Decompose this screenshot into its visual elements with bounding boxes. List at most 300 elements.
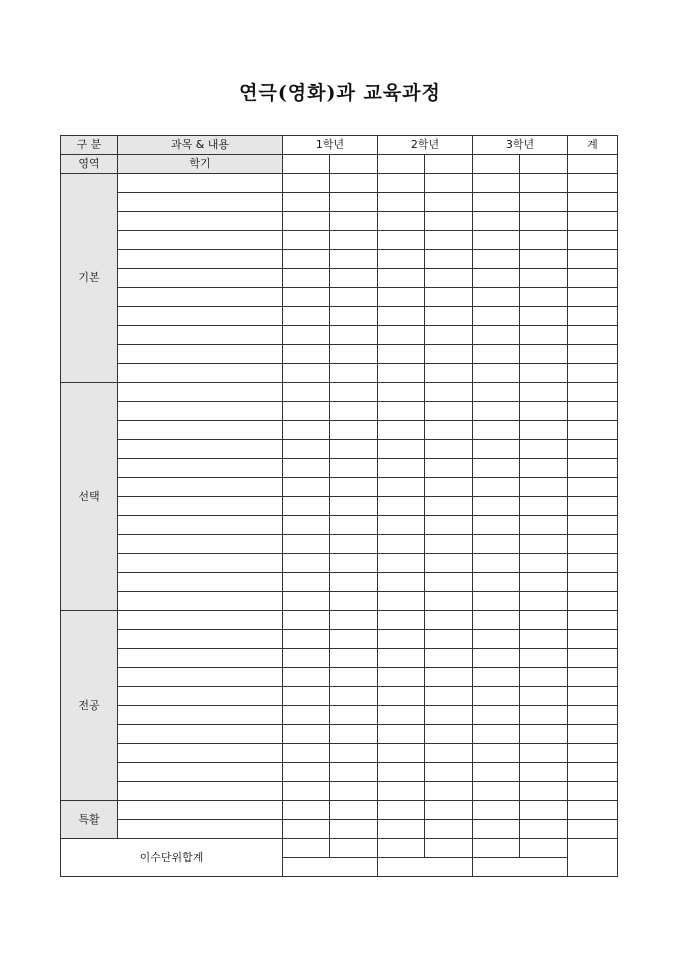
cell[interactable] (473, 440, 520, 459)
cell[interactable] (283, 630, 330, 649)
cell[interactable] (473, 687, 520, 706)
subject-cell[interactable] (118, 174, 283, 193)
subject-cell[interactable] (118, 725, 283, 744)
cell[interactable] (425, 288, 473, 307)
cell[interactable] (568, 782, 618, 801)
year-total-cell[interactable] (283, 858, 378, 877)
cell[interactable] (425, 573, 473, 592)
cell[interactable] (283, 155, 330, 174)
cell[interactable] (283, 250, 330, 269)
subject-cell[interactable] (118, 440, 283, 459)
cell[interactable] (473, 820, 520, 839)
cell[interactable] (473, 212, 520, 231)
cell[interactable] (283, 440, 330, 459)
cell[interactable] (425, 687, 473, 706)
cell[interactable] (425, 630, 473, 649)
cell[interactable] (425, 383, 473, 402)
cell[interactable] (473, 763, 520, 782)
cell[interactable] (378, 288, 425, 307)
cell[interactable] (568, 668, 618, 687)
cell[interactable] (520, 478, 568, 497)
cell[interactable] (283, 345, 330, 364)
subject-cell[interactable] (118, 193, 283, 212)
cell[interactable] (473, 839, 520, 858)
cell[interactable] (283, 307, 330, 326)
cell[interactable] (520, 535, 568, 554)
cell[interactable] (378, 231, 425, 250)
cell[interactable] (425, 801, 473, 820)
cell[interactable] (283, 801, 330, 820)
subject-cell[interactable] (118, 516, 283, 535)
cell[interactable] (378, 269, 425, 288)
subject-cell[interactable] (118, 326, 283, 345)
cell[interactable] (378, 364, 425, 383)
cell[interactable] (425, 516, 473, 535)
cell[interactable] (520, 250, 568, 269)
subject-cell[interactable] (118, 687, 283, 706)
cell[interactable] (283, 668, 330, 687)
cell[interactable] (378, 193, 425, 212)
cell[interactable] (425, 250, 473, 269)
cell[interactable] (330, 782, 378, 801)
cell[interactable] (568, 364, 618, 383)
cell[interactable] (568, 478, 618, 497)
cell[interactable] (425, 649, 473, 668)
cell[interactable] (283, 212, 330, 231)
cell[interactable] (520, 554, 568, 573)
cell[interactable] (330, 307, 378, 326)
cell[interactable] (568, 516, 618, 535)
cell[interactable] (568, 649, 618, 668)
cell[interactable] (568, 573, 618, 592)
cell[interactable] (568, 459, 618, 478)
table-row (61, 554, 618, 573)
cell[interactable] (473, 744, 520, 763)
cell[interactable] (425, 535, 473, 554)
cell[interactable] (473, 250, 520, 269)
cell[interactable] (473, 364, 520, 383)
cell[interactable] (520, 231, 568, 250)
cell[interactable] (520, 801, 568, 820)
subject-cell[interactable] (118, 288, 283, 307)
subject-cell[interactable] (118, 782, 283, 801)
cell[interactable] (425, 231, 473, 250)
subject-cell[interactable] (118, 592, 283, 611)
cell[interactable] (378, 820, 425, 839)
cell[interactable] (568, 250, 618, 269)
cell[interactable] (425, 668, 473, 687)
cell[interactable] (378, 801, 425, 820)
subject-cell[interactable] (118, 250, 283, 269)
cell[interactable] (283, 497, 330, 516)
cell[interactable] (378, 706, 425, 725)
cell[interactable] (568, 801, 618, 820)
cell[interactable] (473, 383, 520, 402)
cell[interactable] (378, 478, 425, 497)
cell[interactable] (283, 459, 330, 478)
cell[interactable] (568, 155, 618, 174)
cell[interactable] (330, 478, 378, 497)
cell[interactable] (568, 440, 618, 459)
cell[interactable] (425, 820, 473, 839)
cell[interactable] (568, 307, 618, 326)
cell[interactable] (378, 649, 425, 668)
cell[interactable] (330, 440, 378, 459)
cell[interactable] (330, 554, 378, 573)
cell[interactable] (283, 383, 330, 402)
cell[interactable] (568, 592, 618, 611)
cell[interactable] (568, 288, 618, 307)
subject-cell[interactable] (118, 573, 283, 592)
cell[interactable] (378, 383, 425, 402)
cell[interactable] (283, 649, 330, 668)
cell[interactable] (378, 611, 425, 630)
cell[interactable] (568, 345, 618, 364)
cell[interactable] (378, 554, 425, 573)
cell[interactable] (330, 326, 378, 345)
cell[interactable] (473, 193, 520, 212)
cell[interactable] (568, 193, 618, 212)
cell[interactable] (520, 288, 568, 307)
cell[interactable] (568, 687, 618, 706)
cell[interactable] (425, 611, 473, 630)
cell[interactable] (568, 383, 618, 402)
cell[interactable] (378, 668, 425, 687)
cell[interactable] (425, 155, 473, 174)
subject-cell[interactable] (118, 535, 283, 554)
cell[interactable] (283, 288, 330, 307)
cell[interactable] (473, 402, 520, 421)
cell[interactable] (378, 725, 425, 744)
cell[interactable] (520, 345, 568, 364)
cell[interactable] (568, 402, 618, 421)
cell[interactable] (378, 497, 425, 516)
subject-cell[interactable] (118, 668, 283, 687)
cell[interactable] (568, 611, 618, 630)
cell[interactable] (283, 326, 330, 345)
cell[interactable] (520, 725, 568, 744)
cell[interactable] (473, 497, 520, 516)
subject-cell[interactable] (118, 478, 283, 497)
cell[interactable] (425, 345, 473, 364)
cell[interactable] (568, 554, 618, 573)
cell[interactable] (378, 174, 425, 193)
cell[interactable] (520, 839, 568, 858)
cell[interactable] (473, 155, 520, 174)
cell[interactable] (568, 725, 618, 744)
cell[interactable] (283, 763, 330, 782)
cell[interactable] (520, 744, 568, 763)
cell[interactable] (283, 744, 330, 763)
cell[interactable] (283, 402, 330, 421)
cell[interactable] (473, 231, 520, 250)
cell[interactable] (568, 326, 618, 345)
cell[interactable] (425, 193, 473, 212)
cell[interactable] (520, 706, 568, 725)
cell[interactable] (568, 744, 618, 763)
cell[interactable] (425, 706, 473, 725)
cell[interactable] (520, 155, 568, 174)
cell[interactable] (283, 421, 330, 440)
cell[interactable] (378, 763, 425, 782)
cell[interactable] (425, 326, 473, 345)
cell[interactable] (473, 269, 520, 288)
cell[interactable] (378, 345, 425, 364)
cell[interactable] (330, 516, 378, 535)
subject-cell[interactable] (118, 706, 283, 725)
cell[interactable] (425, 592, 473, 611)
cell[interactable] (425, 212, 473, 231)
cell[interactable] (520, 497, 568, 516)
cell[interactable] (425, 269, 473, 288)
cell[interactable] (520, 782, 568, 801)
cell[interactable] (425, 364, 473, 383)
cell[interactable] (425, 744, 473, 763)
cell[interactable] (520, 611, 568, 630)
cell[interactable] (473, 592, 520, 611)
cell[interactable] (425, 421, 473, 440)
cell[interactable] (568, 535, 618, 554)
cell[interactable] (473, 288, 520, 307)
cell[interactable] (568, 706, 618, 725)
cell[interactable] (568, 212, 618, 231)
cell[interactable] (473, 174, 520, 193)
cell[interactable] (330, 630, 378, 649)
cell[interactable] (330, 801, 378, 820)
cell[interactable] (520, 269, 568, 288)
cell[interactable] (520, 212, 568, 231)
cell[interactable] (378, 440, 425, 459)
subject-cell[interactable] (118, 763, 283, 782)
cell[interactable] (378, 250, 425, 269)
cell[interactable] (425, 440, 473, 459)
cell[interactable] (330, 269, 378, 288)
cell[interactable] (473, 459, 520, 478)
cell[interactable] (378, 421, 425, 440)
cell[interactable] (330, 573, 378, 592)
cell[interactable] (473, 706, 520, 725)
cell[interactable] (425, 839, 473, 858)
cell[interactable] (283, 554, 330, 573)
cell[interactable] (520, 421, 568, 440)
cell[interactable] (425, 497, 473, 516)
subject-cell[interactable] (118, 459, 283, 478)
year-3-header: 3학년 (473, 136, 568, 155)
cell[interactable] (283, 535, 330, 554)
cell[interactable] (378, 516, 425, 535)
cell[interactable] (378, 212, 425, 231)
cell[interactable] (425, 402, 473, 421)
subject-cell[interactable] (118, 212, 283, 231)
cell[interactable] (283, 573, 330, 592)
cell[interactable] (425, 307, 473, 326)
cell[interactable] (473, 801, 520, 820)
cell[interactable] (283, 193, 330, 212)
cell[interactable] (473, 649, 520, 668)
cell[interactable] (283, 725, 330, 744)
cell[interactable] (568, 421, 618, 440)
cell[interactable] (330, 288, 378, 307)
cell[interactable] (520, 459, 568, 478)
cell[interactable] (520, 174, 568, 193)
year-total-cell[interactable] (473, 858, 568, 877)
cell[interactable] (283, 174, 330, 193)
cell[interactable] (520, 820, 568, 839)
subject-cell[interactable] (118, 744, 283, 763)
cell[interactable] (425, 782, 473, 801)
cell[interactable] (520, 307, 568, 326)
cell[interactable] (330, 725, 378, 744)
cell[interactable] (378, 782, 425, 801)
cell[interactable] (520, 573, 568, 592)
cell[interactable] (330, 535, 378, 554)
cell[interactable] (568, 820, 618, 839)
cell[interactable] (473, 326, 520, 345)
cell[interactable] (425, 554, 473, 573)
subject-cell[interactable] (118, 801, 283, 820)
cell[interactable] (568, 497, 618, 516)
cell[interactable] (283, 611, 330, 630)
cell[interactable] (473, 535, 520, 554)
cell[interactable] (378, 155, 425, 174)
subject-cell[interactable] (118, 649, 283, 668)
cell[interactable] (473, 782, 520, 801)
cell[interactable] (520, 383, 568, 402)
cell[interactable] (330, 212, 378, 231)
cell[interactable] (283, 592, 330, 611)
cell[interactable] (330, 839, 378, 858)
cell[interactable] (568, 269, 618, 288)
cell[interactable] (378, 326, 425, 345)
cell[interactable] (283, 269, 330, 288)
subject-cell[interactable] (118, 421, 283, 440)
cell[interactable] (520, 193, 568, 212)
cell[interactable] (283, 820, 330, 839)
cell[interactable] (378, 459, 425, 478)
cell[interactable] (283, 839, 330, 858)
subject-cell[interactable] (118, 402, 283, 421)
cell[interactable] (378, 744, 425, 763)
cell[interactable] (378, 535, 425, 554)
subject-cell[interactable] (118, 820, 283, 839)
cell[interactable] (520, 592, 568, 611)
cell[interactable] (330, 592, 378, 611)
cell[interactable] (520, 687, 568, 706)
cell[interactable] (330, 706, 378, 725)
cell[interactable] (425, 763, 473, 782)
cell[interactable] (330, 611, 378, 630)
cell[interactable] (473, 611, 520, 630)
cell[interactable] (425, 459, 473, 478)
cell[interactable] (425, 725, 473, 744)
cell[interactable] (283, 516, 330, 535)
cell[interactable] (330, 459, 378, 478)
cell[interactable] (473, 421, 520, 440)
cell[interactable] (520, 516, 568, 535)
cell[interactable] (330, 345, 378, 364)
cell[interactable] (330, 250, 378, 269)
cell[interactable] (330, 744, 378, 763)
cell[interactable] (330, 383, 378, 402)
cell[interactable] (520, 630, 568, 649)
cell[interactable] (283, 782, 330, 801)
cell[interactable] (473, 307, 520, 326)
cell[interactable] (330, 231, 378, 250)
cell[interactable] (425, 174, 473, 193)
cell[interactable] (330, 763, 378, 782)
cell[interactable] (568, 231, 618, 250)
cell[interactable] (283, 231, 330, 250)
subject-cell[interactable] (118, 383, 283, 402)
cell[interactable] (283, 478, 330, 497)
cell[interactable] (520, 364, 568, 383)
cell[interactable] (378, 307, 425, 326)
cell[interactable] (330, 402, 378, 421)
cell[interactable] (378, 592, 425, 611)
cell[interactable] (473, 573, 520, 592)
cell[interactable] (473, 725, 520, 744)
subject-cell[interactable] (118, 630, 283, 649)
cell[interactable] (568, 763, 618, 782)
subject-cell[interactable] (118, 554, 283, 573)
cell[interactable] (378, 402, 425, 421)
cell[interactable] (330, 193, 378, 212)
cell[interactable] (330, 421, 378, 440)
cell[interactable] (520, 649, 568, 668)
subject-cell[interactable] (118, 497, 283, 516)
cell[interactable] (568, 630, 618, 649)
year-total-cell[interactable] (378, 858, 473, 877)
cell[interactable] (330, 155, 378, 174)
cell[interactable] (330, 687, 378, 706)
cell[interactable] (520, 763, 568, 782)
cell[interactable] (283, 687, 330, 706)
cell[interactable] (378, 573, 425, 592)
cell[interactable] (378, 630, 425, 649)
subject-cell[interactable] (118, 231, 283, 250)
cell[interactable] (283, 706, 330, 725)
cell[interactable] (568, 174, 618, 193)
cell[interactable] (473, 668, 520, 687)
cell[interactable] (330, 497, 378, 516)
grand-total-cell[interactable] (568, 839, 618, 877)
subject-cell[interactable] (118, 364, 283, 383)
cell[interactable] (473, 516, 520, 535)
cell[interactable] (378, 687, 425, 706)
cell[interactable] (330, 668, 378, 687)
cell[interactable] (473, 630, 520, 649)
cell[interactable] (330, 820, 378, 839)
cell[interactable] (473, 345, 520, 364)
cell[interactable] (330, 364, 378, 383)
cell[interactable] (473, 478, 520, 497)
subject-cell[interactable] (118, 345, 283, 364)
cell[interactable] (520, 668, 568, 687)
cell[interactable] (283, 364, 330, 383)
cell[interactable] (520, 440, 568, 459)
cell[interactable] (520, 402, 568, 421)
table-row (61, 478, 618, 497)
subject-cell[interactable] (118, 611, 283, 630)
cell[interactable] (520, 326, 568, 345)
cell[interactable] (330, 649, 378, 668)
cell[interactable] (425, 478, 473, 497)
cell[interactable] (330, 174, 378, 193)
cell[interactable] (473, 554, 520, 573)
cell[interactable] (378, 839, 425, 858)
subject-cell[interactable] (118, 307, 283, 326)
subject-cell[interactable] (118, 269, 283, 288)
